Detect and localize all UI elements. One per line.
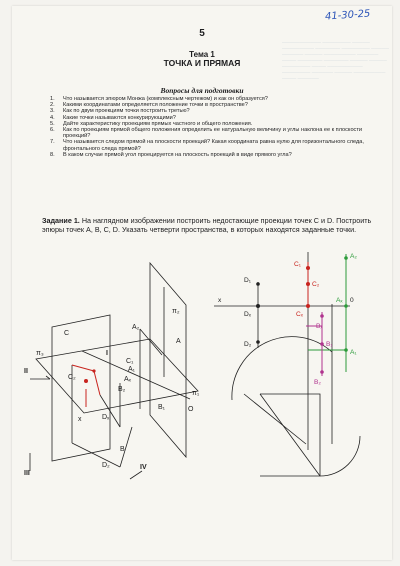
label-ax: Aₓ (336, 297, 343, 304)
frontal-plane (150, 263, 186, 457)
item-number: 1. (50, 96, 55, 102)
label-c1: C₁ (294, 261, 301, 268)
point-c (92, 369, 95, 372)
item-number: 6. (50, 127, 55, 134)
label-d2: D₂ (244, 341, 252, 348)
label-dx: Dₓ (102, 414, 110, 421)
label-c2: C₂ (68, 374, 76, 381)
questions-title: Вопросы для подготовки (160, 86, 244, 95)
point-ax (344, 304, 348, 308)
horizontal-plane (36, 339, 198, 413)
bleed-through-text: ─────────── ──────── ───── ───────── ─────── ──────── ───── ────── ───── ───────── ────── ──── ─────── ─────── ───── ───── ──────── ──── ────────── ──────── ────── ───── ───────── ──── ────── (282, 40, 389, 82)
point-a2 (344, 256, 348, 260)
label-d1: D₁ (244, 277, 251, 284)
item-text: Какие точки называются конкурирующими? (63, 114, 176, 121)
item-number: 5. (50, 120, 55, 127)
topic-heading (12, 50, 392, 68)
list-item (50, 127, 370, 139)
label-b1: B₁ (158, 404, 166, 411)
point-bx (320, 314, 324, 318)
item-text: Как по двум проекциям точки построить третью? (63, 108, 190, 115)
list-item (50, 152, 370, 158)
item-text: Как по проекциям прямой общего положения определить ее натуральную величину и углы наклона ее к плоскости проекций? (63, 127, 363, 140)
point-c2 (306, 282, 310, 286)
item-text: В каком случае прямой угол проецируется на плоскость проекций в виде прямого угла? (63, 151, 292, 158)
label-b: B (120, 446, 125, 453)
projection-line (140, 329, 162, 355)
label-quadrant-3: III (24, 470, 30, 477)
label-c: C (64, 330, 70, 337)
quadrant-arrow (46, 376, 50, 379)
handwritten-note: 41-30-25 (324, 8, 371, 23)
item-text: Дайте характеристику проекциям прямых частного и общего положения. (63, 120, 253, 127)
label-dx: Dₓ (244, 311, 251, 318)
page-number: 5 (199, 28, 205, 39)
item-number: 4. (50, 114, 55, 121)
label-quadrant-2: II (24, 368, 28, 375)
item-text: Что называется эпюром Монжа (комплексным чертежом) и как он образуется? (63, 96, 268, 102)
construction-arc (320, 436, 360, 476)
point-d1 (256, 282, 260, 286)
questions-list (50, 96, 370, 158)
diagonal-line (260, 394, 320, 476)
point-c1 (306, 266, 310, 270)
profile-plane (52, 315, 110, 461)
point-cx (306, 304, 310, 308)
item-number: 3. (50, 108, 55, 115)
point-a1 (344, 348, 348, 352)
label-quadrant-4: IV (140, 464, 147, 471)
point-d2 (256, 340, 260, 344)
item-text: Какими координатами определяется положение точки в пространстве? (63, 102, 248, 109)
point-b2 (320, 370, 324, 374)
label-a2: A₂ (132, 324, 140, 331)
red-construction-line (94, 371, 100, 395)
label-b2: B₂ (118, 386, 126, 393)
label-o: 0 (350, 297, 354, 304)
label-cx: Cₓ (296, 311, 303, 318)
label-a1: A₁ (350, 349, 357, 356)
textbook-page (12, 6, 392, 560)
label-pi1: π₁ (192, 390, 200, 397)
red-construction-line (72, 365, 94, 371)
label-b2: B₂ (314, 379, 321, 386)
item-text: Что называется следом прямой на плоскости проекций? Какая координата равна нулю для горизонтального следа, фронтального следа прямой? (63, 139, 364, 152)
label-c2: C₂ (312, 281, 320, 288)
label-a2: A₂ (350, 253, 357, 260)
point-c2 (84, 379, 88, 383)
label-pi2: π₂ (172, 308, 180, 315)
topic-title: Тема 1 (189, 50, 215, 59)
label-x: x (78, 416, 82, 423)
label-a: A (176, 338, 181, 345)
label-o: O (188, 406, 194, 413)
task-text: На наглядном изображении построить недостающие проекции точек C и D. Построить эпюры точек A, B, C, D. Указать четверти пространства, в которых находятся заданные точки. (42, 216, 372, 234)
label-quadrant-1: I (106, 350, 108, 357)
point-dx (256, 304, 260, 308)
label-bx: Bₓ (316, 323, 323, 330)
construction-line (244, 394, 306, 444)
task-heading: Задание 1. (42, 216, 80, 225)
label-x: x (218, 297, 222, 304)
axonometric-drawing (12, 231, 212, 561)
item-number: 2. (50, 102, 55, 109)
label-c1: C₁ (126, 358, 134, 365)
monge-epure (210, 244, 390, 504)
label-ax: Aₓ (124, 376, 131, 383)
point-b1 (320, 342, 324, 346)
label-b1: B₁ (326, 341, 333, 348)
list-item (50, 139, 370, 151)
x-axis (82, 351, 190, 399)
quadrant-arrow (130, 471, 142, 479)
label-pi3: π₃ (36, 350, 44, 357)
label-a1: A₁ (128, 366, 136, 373)
topic-subtitle: ТОЧКА И ПРЯМАЯ (163, 58, 241, 68)
item-number: 8. (50, 151, 55, 158)
label-d2: D₂ (102, 462, 110, 469)
item-number: 7. (50, 139, 55, 146)
